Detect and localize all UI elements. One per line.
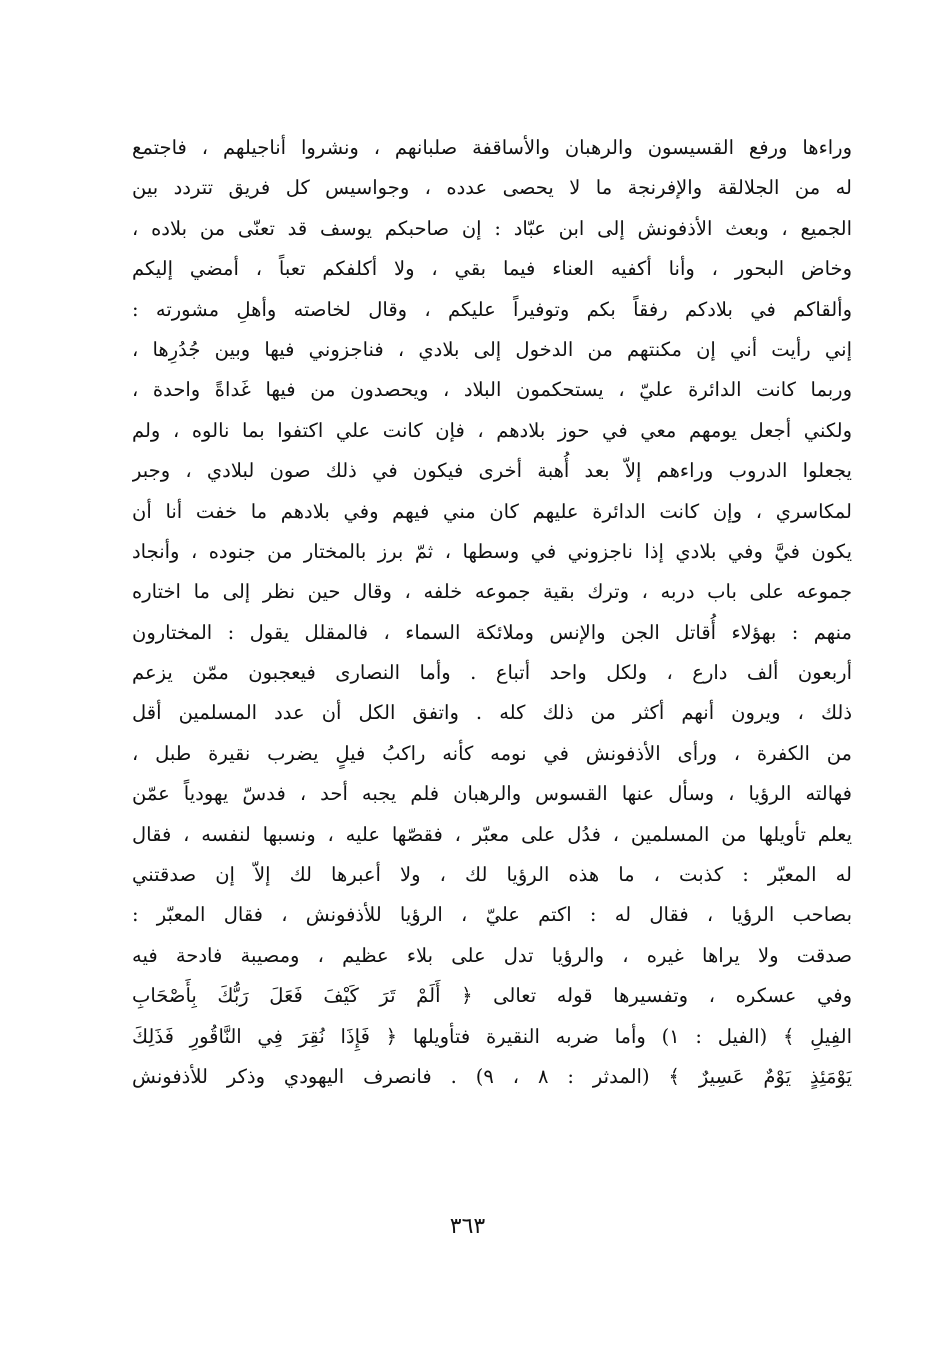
text-line: وخاض البحور ، وأنا أكفيه العناء فيما بقي ، ولا أكلفكم تعباً ، أمضي إليكم <box>132 257 852 281</box>
text-line: يعلم تأويلها من المسلمين ، فدُل على معبّر ، فقصّها عليه ، ونسبها لنفسه ، فقال <box>132 822 852 846</box>
text-line: إني رأيت أني إن مكنتهم من الدخول إلى بلادي ، فناجزوني فيها وبين جُدُرِها ، <box>132 337 852 361</box>
text-line: وربما كانت الدائرة عليّ ، يستحكمون البلاد ، ويحصدون من فيها غَداةً واحدة ، <box>132 378 852 402</box>
text-line: منهم : بهؤلاء أُقاتل الجن والإنس وملائكة السماء ، فالمقلل يقول : المختارون <box>132 620 852 644</box>
text-line: له المعبّر : كذبت ، ما هذه الرؤيا لك ، ولا أعبرها لك إلاّ إن صدقتني <box>132 863 852 887</box>
page-number: ٣٦٣ <box>449 1214 486 1239</box>
text-line: بصاحب الرؤيا ، فقال له : اكتم عليّ ، الرؤيا للأذفونش ، فقال المعبّر : <box>132 903 852 927</box>
text-line: صدقت ولا يراها غيره ، والرؤيا تدل على بلاء عظيم ، ومصيبة فادحة فيه <box>132 943 852 967</box>
text-line: يجعلوا الدروب وراءهم إلاّ بعد أُهبة أخرى فيكون في ذلك صون لبلادي ، وجبر <box>132 459 852 483</box>
text-line: يَوْمَئِذٍ يَوْمٌ عَسِيرٌ ﴾ (المدثر : ٨ ، ٩) . فانصرف اليهودي وذكر للأذفونش <box>132 1064 852 1088</box>
text-line: وراءها ورفع القسيسون والرهبان والأساقفة صلبانهم ، ونشروا أناجيلهم ، فاجتمع <box>132 136 852 159</box>
text-line: أربعون ألف دارع ، ولكل واحد أتباع . وأما النصارى فيعجبون ممّن يزعم <box>132 661 852 685</box>
text-line: وفي عسكره ، وتفسيرها قوله تعالى ﴿ أَلَمْ تَرَ كَيْفَ فَعَلَ رَبُّكَ بِأَصْحَابِ <box>132 984 852 1008</box>
text-line: لمكاسري ، وإن كانت الدائرة عليهم كان مني فيهم وفي بلادهم ما خفت أنا أن <box>132 499 852 523</box>
text-line: الفِيلِ ﴾ (الفيل : ١) وأما ضربه النقيرة فتأويلها ﴿ فَإِذَا نُقِرَ فِي النَّاقُورِ فَذَلِكَ <box>132 1024 852 1048</box>
text-line: فهالته الرؤيا ، وسأل عنها القسوس والرهبان فلم يجبه أحد ، فدسّ يهودياً عمّن <box>132 782 852 806</box>
text-line: من الكفرة ، ورأى الأذفونش في نومه كأنه راكبُ فيلٍ يضرب نقيرة طبل ، <box>132 741 852 765</box>
text-line: له من الجلالقة والإفرنجة ما لا يحصى عدده ، وجواسيس كل فريق تتردد بين <box>132 176 852 200</box>
text-line: الجميع ، وبعث الأذفونش إلى ابن عبّاد : إن صاحبكم يوسف قد تعنّى من بلاده ، <box>132 216 852 240</box>
text-line: ولكني أجعل يومهم معي في حوز بلادهم ، فإن كانت علي اكتفوا بما نالوه ، ولم <box>132 418 852 442</box>
body-text <box>132 128 852 1097</box>
text-line: جموعه على باب دربه ، وترك بقية جموعه خلفه ، وقال حين نظر إلى ما اختاره <box>132 580 852 604</box>
text-line: وألقاكم في بلادكم رفقاً بكم وتوفيراً عليكم ، وقال لخاصته وأهلِ مشورته : <box>132 297 852 321</box>
text-line: ذلك ، ويرون أنهم أكثر من ذلك كله . واتفق الكل أن عدد المسلمين أقل <box>132 701 852 725</box>
text-line: يكون فيَّ وفي بلادي إذا ناجزوني في وسطها ، ثمّ برز بالمختار من جنوده ، وأنجاد <box>132 539 852 563</box>
